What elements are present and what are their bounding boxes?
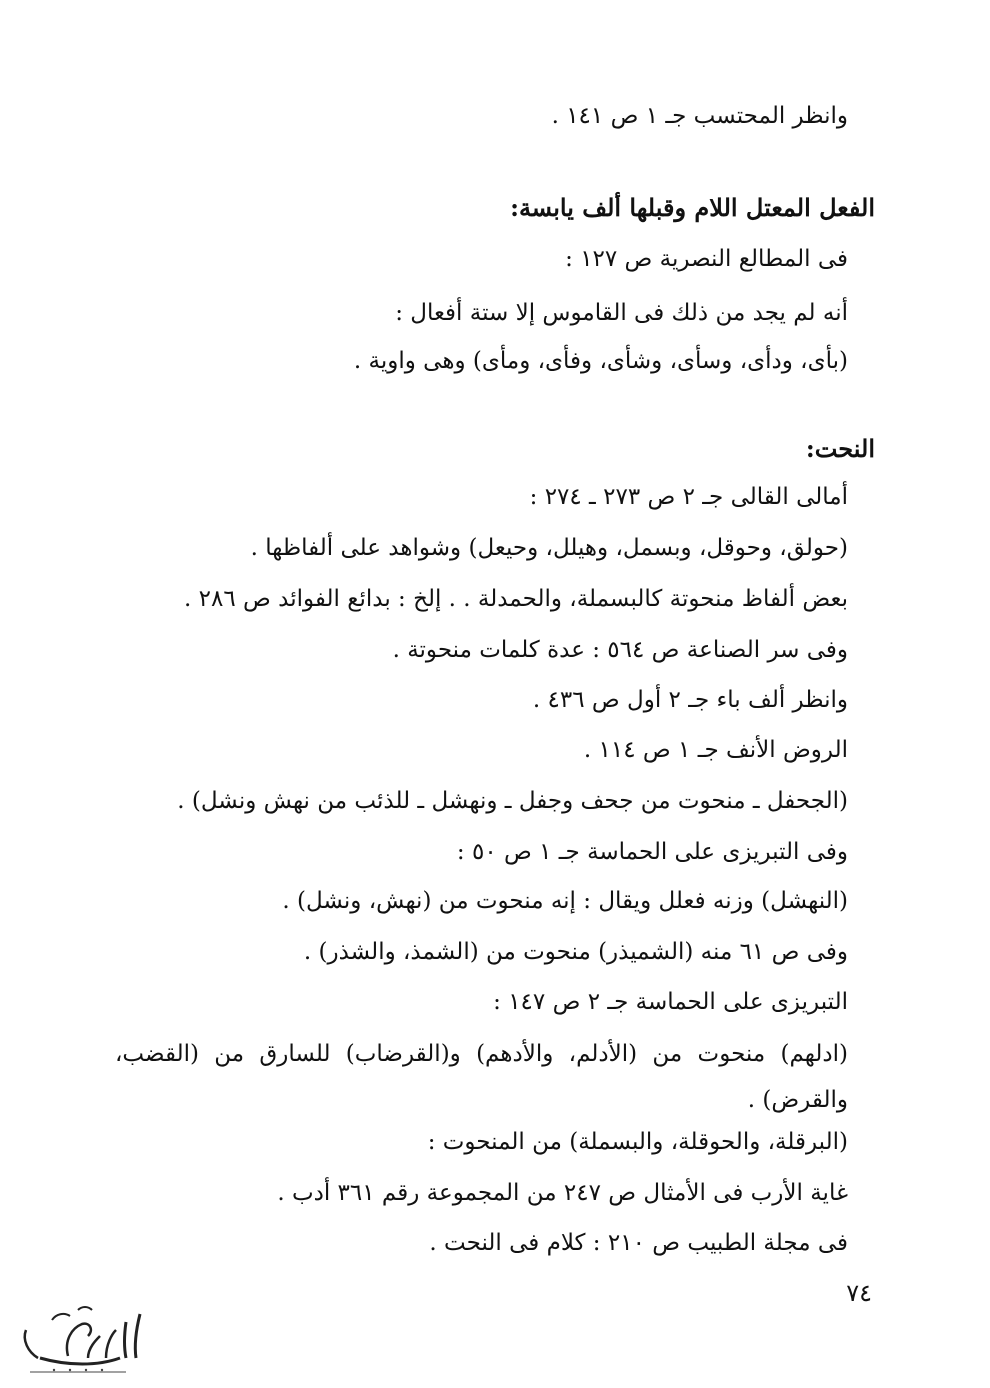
page-number: ٧٤ [846,1279,872,1307]
text-line: أمالى القالى جـ ٢ ص ٢٧٣ ـ ٢٧٤ : [529,484,848,510]
text-line: وفى سر الصناعة ص ٥٦٤ : عدة كلمات منحوتة . [392,637,848,663]
text-line: (الجحفل ـ منحوت من جحف وجفل ـ ونهشل ـ للذئب من نهش ونشل) . [177,788,848,814]
text-line: أنه لم يجد من ذلك فى القاموس إلا ستة أفعال : [395,300,848,326]
text-line: وفى ص ٦١ منه (الشميذر) منحوت من (الشمذ، والشذر) . [303,939,848,965]
text-line: (بأى، ودأى، وسأى، وشأى، وفأى، ومأى) وهى واوية . [353,348,848,374]
section-heading: الفعل المعتل اللام وقبلها ألف يابسة: [510,193,875,222]
text-line: وفى التبريزى على الحماسة جـ ١ ص ٥٠ : [456,839,848,865]
section-heading: النحت: [805,434,875,463]
text-line: وانظر المحتسب جـ ١ ص ١٤١ . [551,103,848,129]
text-line: فى مجلة الطبيب ص ٢١٠ : كلام فى النحت . [429,1230,848,1256]
text-line: فى المطالع النصرية ص ١٢٧ : [565,246,848,272]
text-line: التبريزى على الحماسة جـ ٢ ص ١٤٧ : [493,989,848,1015]
text-line: غاية الأرب فى الأمثال ص ٢٤٧ من المجموعة رقم ٣٦١ أدب . [277,1180,848,1206]
text-line: بعض ألفاظ منحوتة كالبسملة، والحمدلة . . إلخ : بدائع الفوائد ص ٢٨٦ . [184,586,848,612]
text-line: الروض الأنف جـ ١ ص ١١٤ . [583,737,848,763]
text-paragraph: (ادلهم) منحوت من (الأدلم، والأدهم) و(القرضاب) للسارق من (القضب، والقرض) . [115,1041,848,1113]
text-line: وانظر ألف باء جـ ٢ أول ص ٤٣٦ . [532,687,848,713]
text-line: (حولق، وحوقل، وبسمل، وهيلل، وحيعل) وشواهد على ألفاظها . [250,535,848,561]
text-line: (البرقلة، والحوقلة، والبسملة) من المنحوت : [427,1129,848,1155]
text-line: (النهشل) وزنه فعلل ويقال : إنه منحوت من (نهش، ونشل) . [282,888,848,914]
calligraphy-seal-logo [8,1300,153,1380]
